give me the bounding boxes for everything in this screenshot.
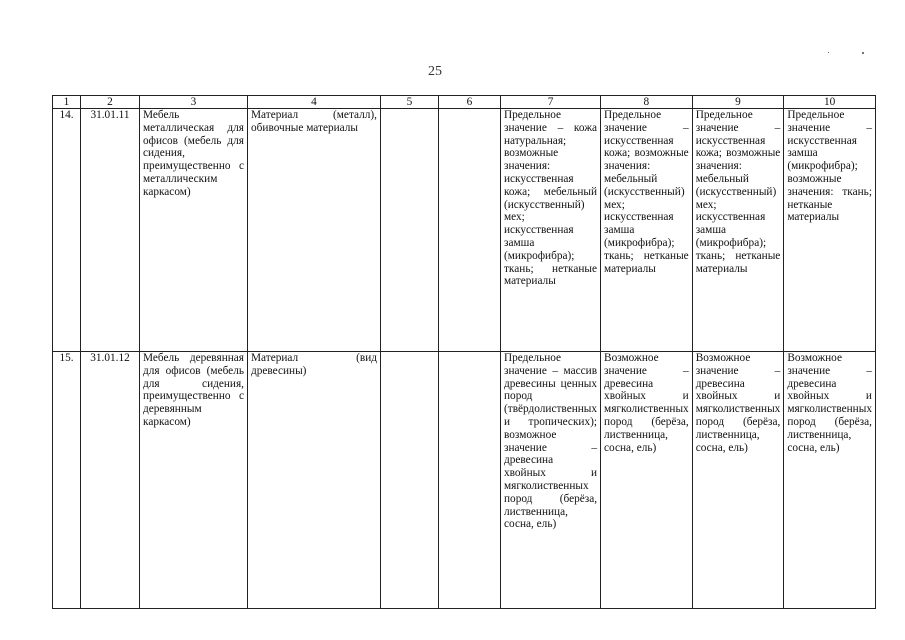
- column-header: 5: [381, 96, 439, 109]
- column-header: 2: [81, 96, 140, 109]
- okpd-code: 31.01.12: [81, 352, 140, 609]
- value-col8: [601, 109, 693, 352]
- item-name: [140, 352, 248, 609]
- column-header: 8: [601, 96, 693, 109]
- table-header-row: [53, 96, 876, 109]
- value-col8: [601, 352, 693, 609]
- column-header: 4: [248, 96, 381, 109]
- table-row: [53, 352, 876, 609]
- value-col8-text: Возможное значение – древесина хвойных и мягколиственных пород (берёза, лиственница, сосна, ель): [604, 352, 689, 454]
- value-col7: [501, 109, 601, 352]
- value-col10-text: Предельное значение – искусственная замша (микрофибра); возможные значения: ткань; нетканые материалы: [787, 109, 872, 224]
- table-row: [53, 109, 876, 352]
- value-col10-text: Возможное значение – древесина хвойных и мягколиственных пород (берёза, лиственница, сосна, ель): [787, 352, 872, 454]
- column-header: 1: [53, 96, 81, 109]
- column-header: 3: [140, 96, 248, 109]
- value-col9: [692, 109, 784, 352]
- cell-col5: [381, 109, 439, 352]
- item-name-text: Мебель деревянная для офисов (мебель для сидения, преимущественно с деревянным каркасом): [143, 352, 244, 428]
- value-col10: [784, 352, 876, 609]
- cell-col6: [439, 109, 501, 352]
- item-name: [140, 109, 248, 352]
- row-number: 14.: [53, 109, 81, 352]
- scan-speck: [862, 52, 864, 54]
- characteristic-text: Материал (вид древесины): [251, 352, 377, 377]
- column-header: 6: [439, 96, 501, 109]
- okpd-code: 31.01.11: [81, 109, 140, 352]
- requirements-table: [52, 95, 876, 609]
- characteristic-text: Материал (металл), обивочные материалы: [251, 109, 377, 134]
- row-number: 15.: [53, 352, 81, 609]
- characteristic: [248, 352, 381, 609]
- value-col9-text: Возможное значение – древесина хвойных и мягколиственных пород (берёза, лиственница, сосна, ель): [695, 352, 781, 454]
- column-header: 10: [784, 96, 876, 109]
- value-col10: [784, 109, 876, 352]
- value-col9-text: Предельное значение – искусственная кожа; возможные значения: мебельный (искусственный) мех; искусственная замша (микрофибра); ткань; нетканые материалы: [695, 109, 781, 275]
- value-col8-text: Предельное значение – искусственная кожа; возможные значения: мебельный (искусственный) мех; искусственная замша (микрофибра); ткань; нетканые материалы: [604, 109, 689, 275]
- scan-speck: [828, 52, 829, 53]
- cell-col5: [381, 352, 439, 609]
- page-number: 25: [428, 64, 442, 79]
- value-col7-text: Предельное значение – кожа натуральная; возможные значения: искусственная кожа; мебельный (искусственный) мех; искусственная замша (микрофибра); ткань; нетканые материалы: [504, 109, 598, 288]
- value-col7-text: Предельное значение – массив древесины ценных пород (твёрдолиственных и тропических); возможное значение – древесина хвойных и мягколиственных пород (берёза, лиственница, сосна, ель): [504, 352, 598, 531]
- value-col7: [501, 352, 601, 609]
- cell-col6: [439, 352, 501, 609]
- characteristic: [248, 109, 381, 352]
- column-header: 7: [501, 96, 601, 109]
- column-header: 9: [692, 96, 784, 109]
- value-col9: [692, 352, 784, 609]
- item-name-text: Мебель металлическая для офисов (мебель для сидения, преимущественно с металлическим каркасом): [143, 109, 244, 198]
